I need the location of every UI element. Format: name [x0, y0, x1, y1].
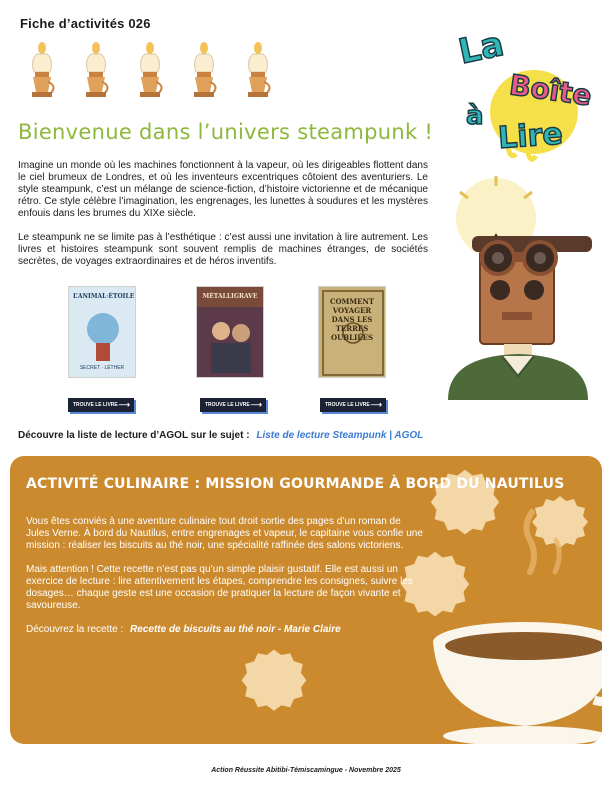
book-cover[interactable]: [196, 286, 264, 378]
find-book-button[interactable]: [200, 398, 266, 412]
svg-text:Boîte: Boîte: [507, 68, 594, 113]
book-title: COMMENT VOYAGER DANS LES TERRES OUBLIÉES: [329, 297, 375, 342]
page-footer: Action Réussite Abitibi-Témiscamingue - Novembre 2025: [211, 767, 401, 774]
book-cover-art: [197, 287, 264, 378]
recipe-text: Découvrez la recette :: [26, 624, 124, 635]
book-cover[interactable]: [318, 286, 386, 378]
book-card: [318, 286, 386, 409]
activity-panel: [10, 456, 602, 744]
arrow-right-icon: ⟶: [370, 400, 382, 409]
arrow-right-icon: ⟶: [118, 400, 130, 409]
book-title: L’ANIMAL·ÉTOILE: [73, 293, 135, 300]
svg-text:Lire: Lire: [497, 116, 564, 157]
book-cover[interactable]: [68, 286, 136, 378]
reading-list-line: [18, 430, 423, 441]
intro-paragraph: Imagine un monde où les machines fonctionnent à la vapeur, où les dirigeables flottent dans le ciel brumeux de Londres, et où les inventeurs excentriques côtoient des aventuriers. Le style steampunk, c’est un mélange de science-fiction, d’histoire victorienne et de mécanique rétro. Ce style célèbre l’imagination, les engrenages, les lunettes à soudures et les mystères enfouis dans les brumes du XIXe siècle.: [18, 160, 428, 219]
find-book-label: TROUVE LE LIVRE: [325, 402, 370, 408]
steampunk-robot: [440, 176, 600, 400]
welcome-heading: Bienvenue dans l’univers steampunk !: [18, 120, 434, 144]
oil-lamp-icon: [24, 42, 60, 116]
reading-list-link[interactable]: Liste de lecture Steampunk | AGOL: [256, 430, 424, 441]
recipe-line: [26, 624, 426, 636]
svg-text:La: La: [455, 24, 508, 73]
sheet-title: Fiche d’activités 026: [20, 16, 151, 31]
lamps-row: [24, 42, 274, 118]
la-boite-a-lire-logo: [448, 14, 598, 164]
book-card: [68, 286, 136, 409]
book-list: [60, 286, 400, 416]
find-book-label: TROUVE LE LIVRE: [73, 402, 118, 408]
cookie-icon: [242, 650, 307, 711]
find-book-button[interactable]: [320, 398, 386, 412]
oil-lamp-icon: [186, 42, 222, 116]
cookie-icon: [532, 496, 588, 548]
intro-paragraph: Le steampunk ne se limite pas à l’esthétique : c’est aussi une invitation à lire autrement. Les livres et histoires steampunk sont souvent remplis de machines étranges, de sociétés secrètes, de voyages extraordinaires et de héros inventifs.: [18, 232, 428, 267]
activity-paragraph: Mais attention ! Cette recette n’est pas qu’un simple plaisir gustatif. Elle est aussi un exercice de lecture : lire attentivement les étapes, comprendre les consignes, suivre les dosages… chaque geste est une occasion de pratiquer la lecture de façon vivante et savoureuse.: [26, 564, 413, 611]
intro-text: [18, 160, 428, 268]
teacup-icon: [433, 622, 602, 744]
book-title: MÉTALLIGRAVE: [202, 293, 258, 300]
svg-text:à: à: [466, 101, 484, 131]
activity-paragraph: Vous êtes conviés à une aventure culinaire tout droit sortie des pages d’un roman de Jules Verne. À bord du Nautilus, entre engrenages et vapeur, le capitaine vous confie une mission : réaliser les biscuits au thé noir, une spécialité raffinée des salons victoriens.: [26, 516, 423, 551]
find-book-label: TROUVE LE LIVRE: [205, 402, 250, 408]
oil-lamp-icon: [240, 42, 276, 116]
book-card: [196, 286, 264, 409]
oil-lamp-icon: [78, 42, 114, 116]
recipe-link[interactable]: Recette de biscuits au thé noir - Marie Claire: [130, 624, 341, 635]
reading-list-text: Découvre la liste de lecture d’AGOL sur le sujet :: [18, 430, 250, 441]
arrow-right-icon: ⟶: [250, 400, 262, 409]
book-subtitle: SECRET · LÉTHER: [79, 365, 125, 371]
oil-lamp-icon: [132, 42, 168, 116]
activity-text: [26, 516, 426, 636]
find-book-button[interactable]: [68, 398, 134, 412]
activity-title: ACTIVITÉ CULINAIRE : MISSION GOURMANDE À BORD DU NAUTILUS: [26, 476, 565, 492]
